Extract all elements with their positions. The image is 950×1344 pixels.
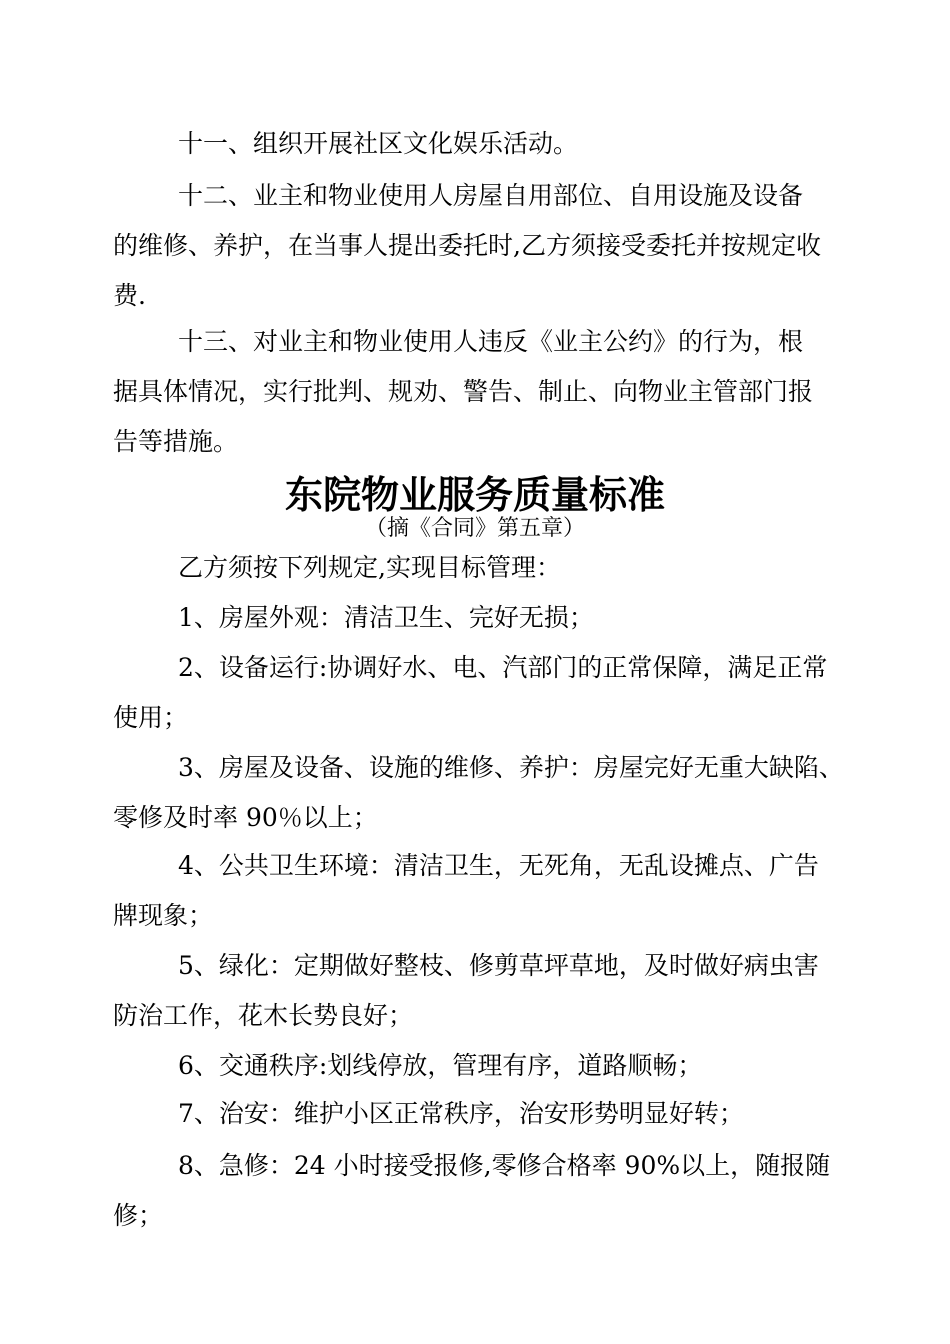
intro-text: 乙方须按下列规定,实现目标管理： <box>178 553 561 582</box>
paragraph-item-13-line-2: 据具体情况，实行批判、规劝、警告、制止、向物业主管部门报 <box>113 377 814 406</box>
standard-item-1-line-1: 1、房屋外观：清洁卫生、完好无损； <box>178 603 594 632</box>
paragraph-item-12-line-3: 费. <box>113 281 146 310</box>
paragraph-item-12-line-1: 十二、业主和物业使用人房屋自用部位、自用设施及设备 <box>178 181 804 210</box>
standard-item-2-line-1: 2、设备运行:协调好水、电、汽部门的正常保障，满足正常 <box>178 653 828 682</box>
standard-item-5-line-2: 防治工作，花木长势良好； <box>113 1001 414 1030</box>
paragraph-item-13-line-3: 告等措施。 <box>113 427 239 456</box>
paragraph-item-13-line-1: 十三、对业主和物业使用人违反《业主公约》的行为，根 <box>178 327 804 356</box>
standard-item-4-line-1: 4、公共卫生环境：清洁卫生，无死角，无乱设摊点、广告 <box>178 851 819 880</box>
standard-item-8-line-1: 8、急修：24 小时接受报修,零修合格率 90%以上，随报随 <box>178 1151 831 1180</box>
standard-item-3-line-2: 零修及时率 90％以上； <box>113 803 378 832</box>
paragraph-item-11: 十一、组织开展社区文化娱乐活动。 <box>178 129 579 158</box>
standard-item-2-line-2: 使用； <box>113 703 189 732</box>
standard-item-3-line-1: 3、房屋及设备、设施的维修、养护：房屋完好无重大缺陷、 <box>178 753 844 782</box>
paragraph-item-12-line-2: 的维修、养护，在当事人提出委托时,乙方须接受委托并按规定收 <box>113 231 821 260</box>
standard-item-7-line-1: 7、治安：维护小区正常秩序，治安形势明显好转； <box>178 1099 744 1128</box>
standard-item-5-line-1: 5、绿化：定期做好整枝、修剪草坪草地，及时做好病虫害 <box>178 951 819 980</box>
document-title: 东院物业服务质量标准 <box>284 473 665 517</box>
standard-item-4-line-2: 牌现象； <box>113 901 214 930</box>
document-subtitle: （摘《合同》第五章） <box>364 516 585 541</box>
standard-item-6-line-1: 6、交通秩序:划线停放，管理有序，道路顺畅； <box>178 1051 703 1080</box>
standard-item-8-line-2: 修； <box>113 1201 164 1230</box>
